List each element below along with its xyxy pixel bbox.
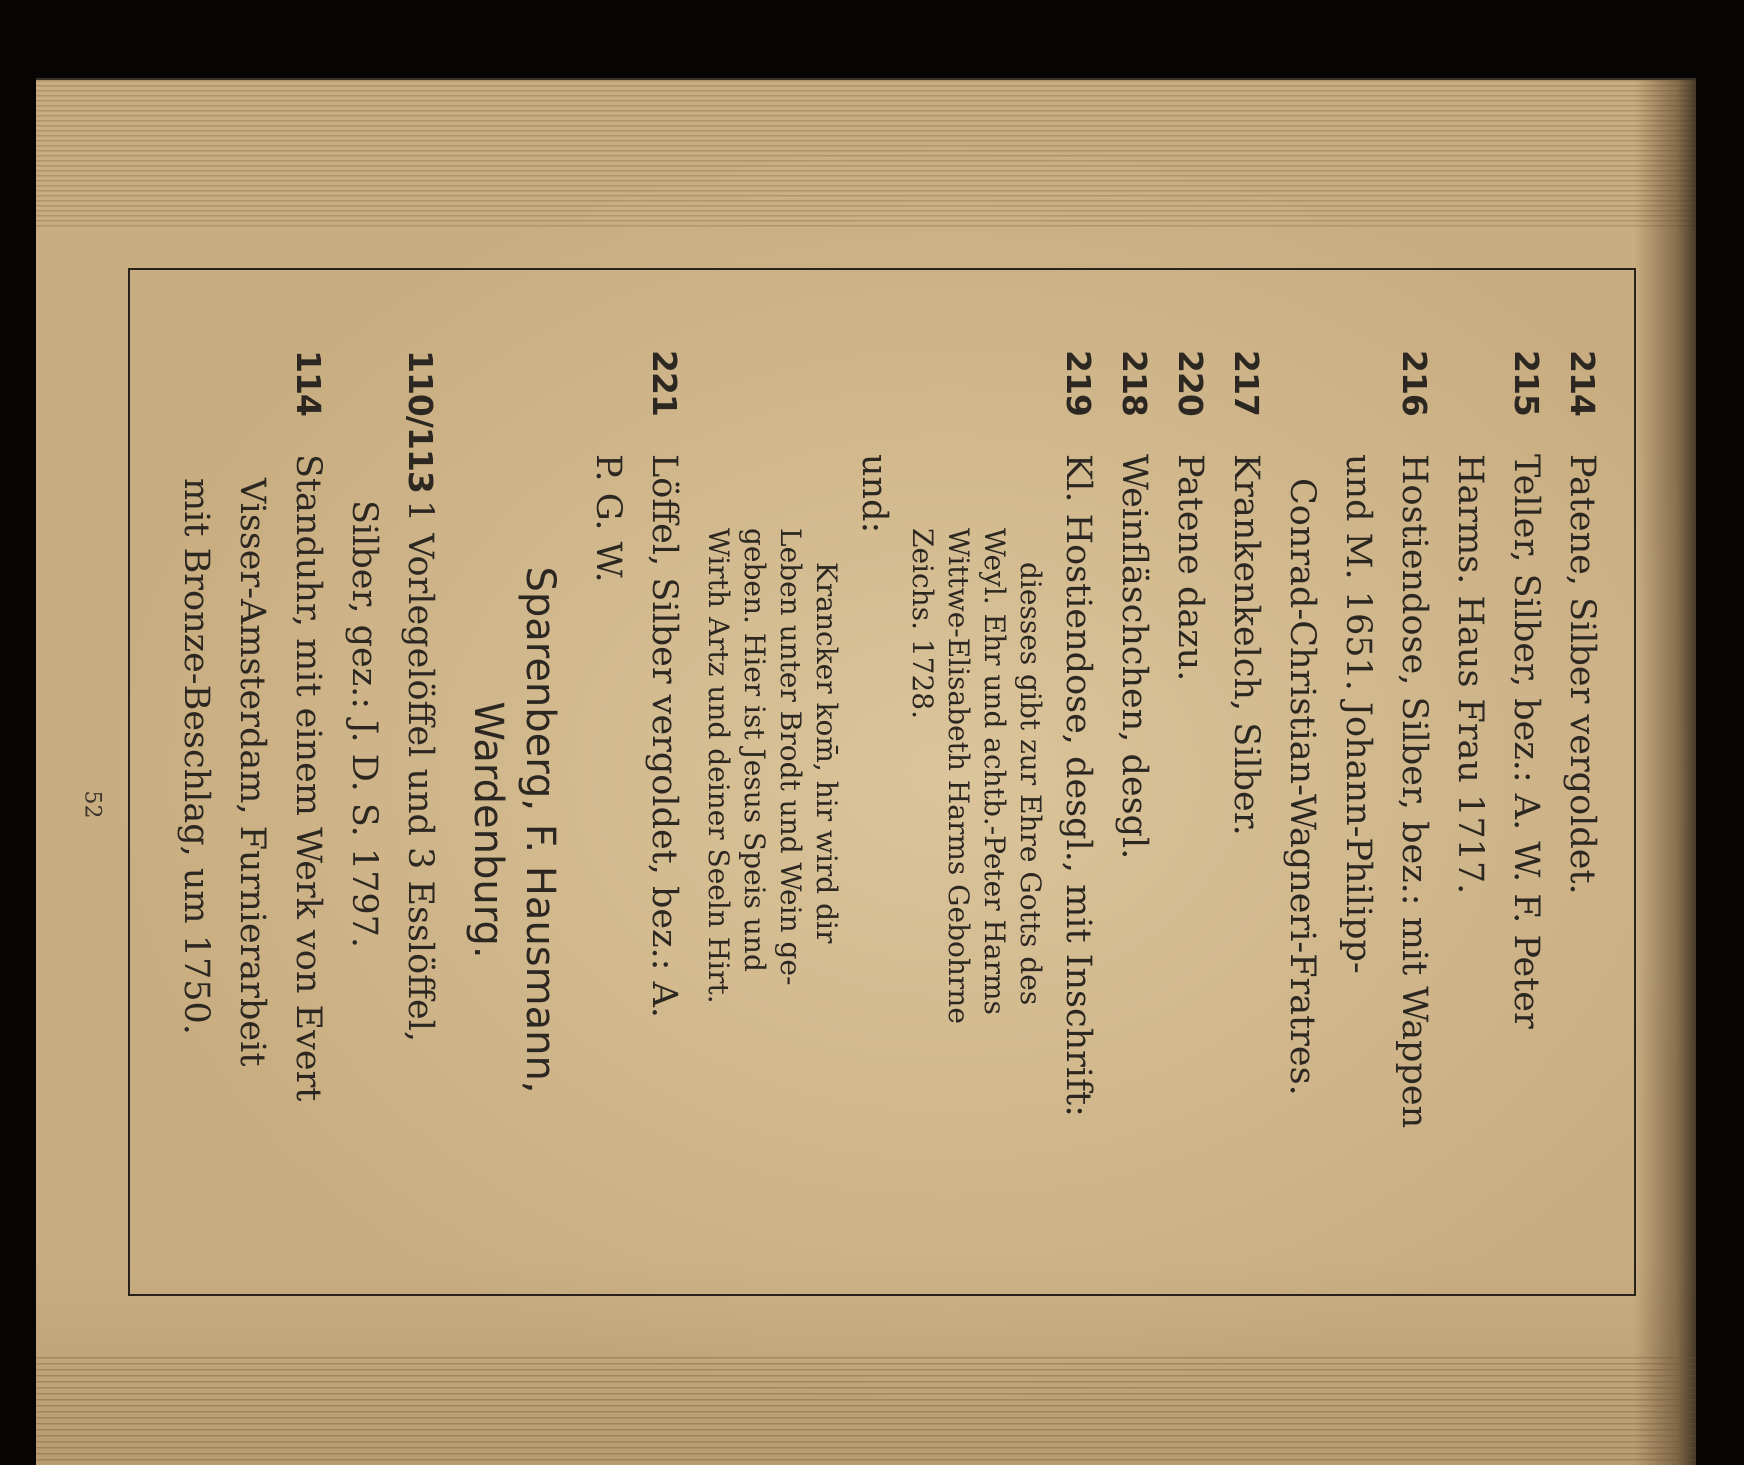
entry-number: 110/113 bbox=[401, 350, 440, 493]
book-spine bbox=[1634, 80, 1696, 1465]
inscription-text bbox=[700, 350, 844, 1290]
section-heading bbox=[462, 370, 566, 1290]
entry-line: Harms. Haus Frau 1717. bbox=[1450, 454, 1490, 895]
entry-description bbox=[580, 454, 692, 1290]
entry-line: Löffel, Silber vergoldet, bez.: A. bbox=[644, 454, 684, 1018]
entry-number: 219 bbox=[1059, 350, 1098, 416]
entry-description: Weinfläschchen, desgl. bbox=[1114, 454, 1154, 860]
catalog-entry-218 bbox=[1106, 350, 1162, 1290]
entry-line: Teller, Silber, bez.: A. W. F. Peter bbox=[1506, 454, 1546, 1029]
catalog-entry-219 bbox=[1050, 350, 1106, 1290]
catalog-entry-110-113 bbox=[336, 350, 448, 1290]
entry-line: Patene, Silber vergoldet. bbox=[1562, 454, 1602, 895]
entry-line: Silber, gez.: J. D. S. 1797. bbox=[344, 500, 384, 949]
entry-line: Standuhr, mit einem Werk von Evert bbox=[288, 454, 328, 1102]
entry-description bbox=[336, 500, 448, 1290]
entry-number: 214 bbox=[1563, 350, 1602, 416]
entry-number: 218 bbox=[1115, 350, 1154, 416]
page-binding bbox=[36, 1357, 1696, 1465]
inscription-line: Wirth Artz und deiner Seeln Hirt. bbox=[702, 528, 735, 1004]
entry-description bbox=[1442, 454, 1554, 1290]
catalog-entry-220 bbox=[1162, 350, 1218, 1290]
entry-line: und M. 1651. Johann-Philipp- bbox=[1338, 454, 1378, 974]
page-number: 52 bbox=[79, 790, 105, 819]
inscription-text bbox=[904, 350, 1048, 1290]
catalog-entry-214 bbox=[1554, 350, 1610, 1290]
entry-description: Patene dazu. bbox=[1170, 454, 1210, 682]
und-line bbox=[846, 350, 902, 1290]
entry-description: Krankenkelch, Silber. bbox=[1226, 454, 1266, 836]
und-label: und: bbox=[854, 454, 894, 534]
entry-number: 221 bbox=[645, 350, 684, 416]
catalog-entry-217 bbox=[1218, 350, 1274, 1290]
entry-number: 220 bbox=[1171, 350, 1210, 416]
entry-line: mit Bronze-Beschlag, um 1750. bbox=[176, 478, 216, 1035]
heading-line: Wardenburg. bbox=[465, 701, 511, 959]
entry-number: 114 bbox=[289, 350, 328, 416]
catalog-text-block bbox=[168, 350, 1610, 1290]
entry-line: 1 Vorlegelöffel und 3 Esslöffel, bbox=[400, 500, 440, 1043]
heading-line: Sparenberg, F. Hausmann, bbox=[517, 566, 563, 1094]
inscription-line: geben. Hier ist Jesus Speis und bbox=[738, 528, 771, 972]
inscription-line: Krancker kom̄, hir wird dir bbox=[810, 562, 843, 944]
inscription-line: diesses gibt zur Ehre Gotts des bbox=[1014, 562, 1047, 1006]
entry-description: Kl. Hostiendose, desgl., mit Inschrift: bbox=[1058, 454, 1098, 1117]
inscription-line: Zeichs. 1728. bbox=[906, 528, 939, 720]
inscription-line: Leben unter Brodt und Wein ge- bbox=[774, 528, 807, 986]
catalog-entry-215 bbox=[1442, 350, 1554, 1290]
inscription-line: Weyl. Ehr und achtb.-Peter Harms bbox=[978, 528, 1011, 1015]
inscription-line: Wittwe-Elisabeth Harms Gebohrne bbox=[942, 528, 975, 1024]
entry-description bbox=[1274, 454, 1442, 1290]
entry-number: 215 bbox=[1507, 350, 1546, 416]
catalog-entry-221 bbox=[580, 350, 692, 1290]
catalog-entry-114 bbox=[168, 350, 336, 1290]
entry-description bbox=[1554, 454, 1610, 1290]
entry-line: Visser-Amsterdam, Furnierarbeit bbox=[232, 478, 272, 1067]
entry-line: P. G. W. bbox=[588, 454, 628, 583]
entry-description bbox=[168, 454, 336, 1290]
entry-number: 216 bbox=[1395, 350, 1434, 416]
entry-line: Hostiendose, Silber, bez.: mit Wappen bbox=[1394, 454, 1434, 1129]
entry-number: 217 bbox=[1227, 350, 1266, 416]
catalog-entry-216 bbox=[1274, 350, 1442, 1290]
page-edges bbox=[36, 80, 1696, 230]
entry-line: Conrad-Christian-Wagneri-Fratres. bbox=[1282, 478, 1322, 1096]
